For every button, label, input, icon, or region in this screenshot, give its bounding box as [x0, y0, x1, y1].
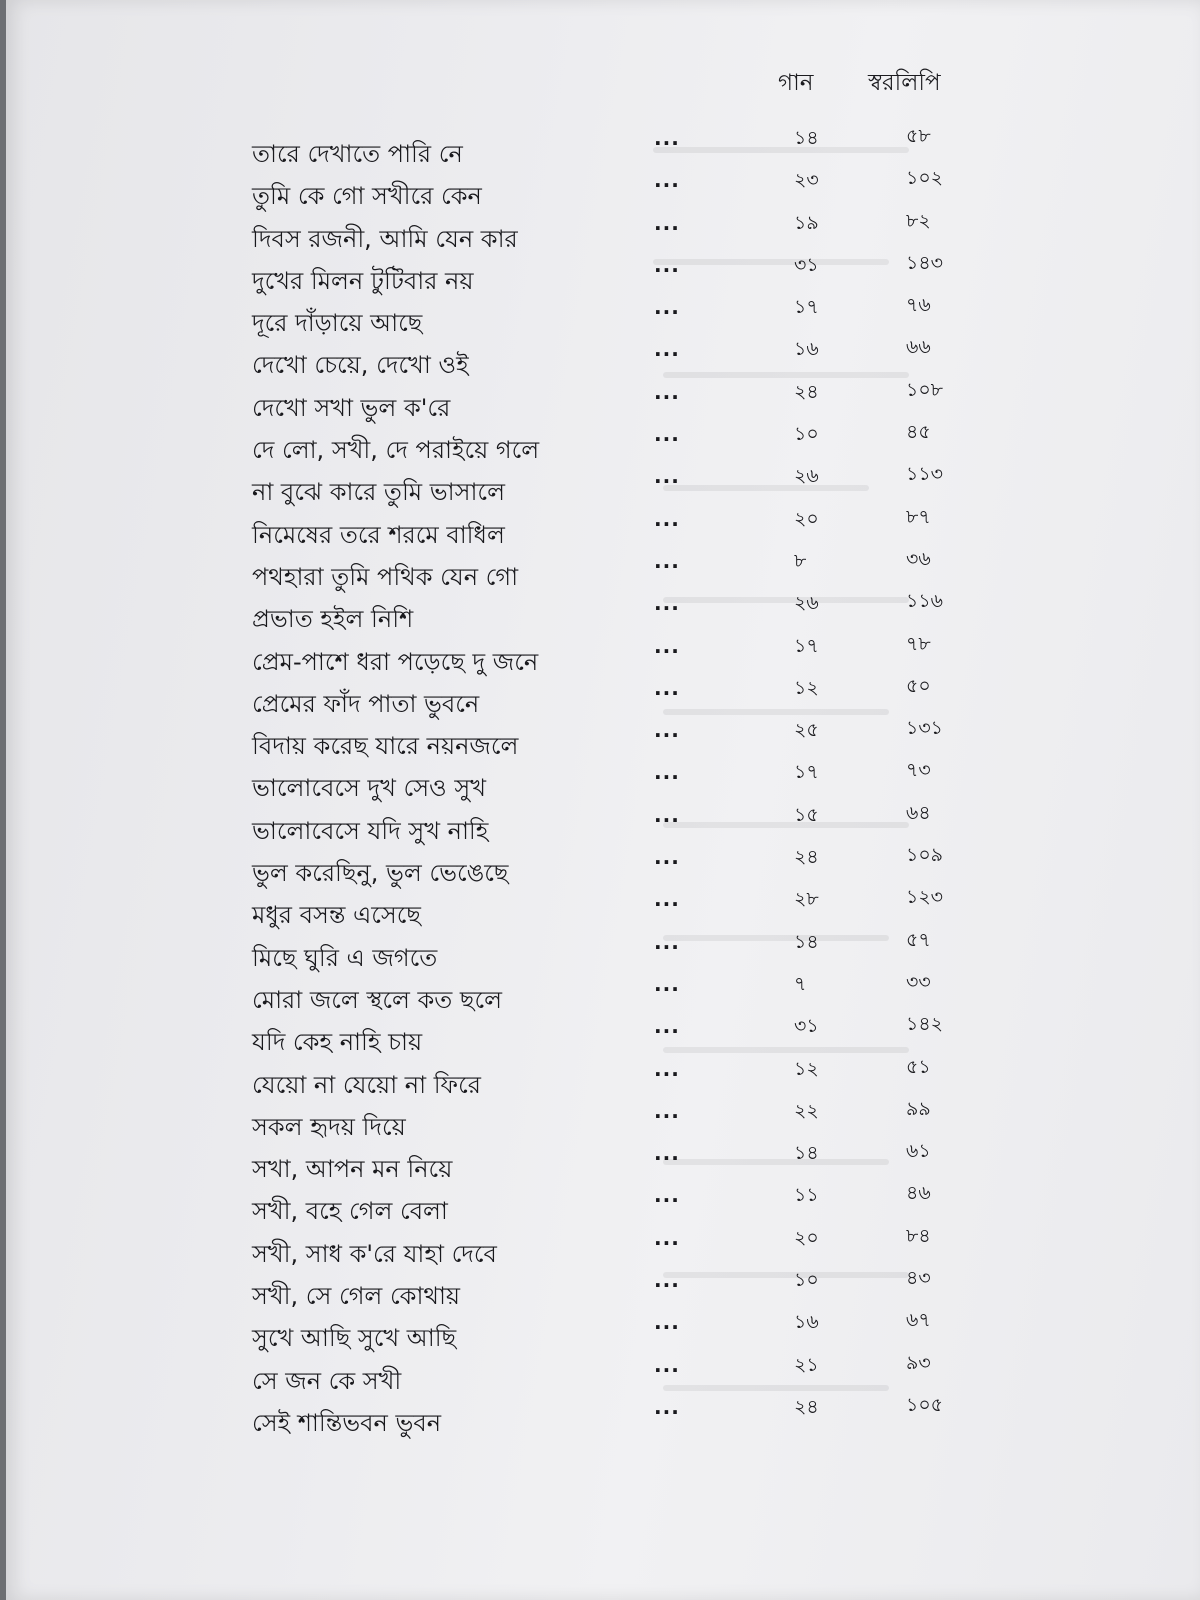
song-title: ভুল করেছিনু, ভুল ভেঙেছে [252, 859, 509, 888]
song-title: ভালোবেসে দুখ সেও সুখ [252, 774, 486, 803]
dot-leader: ... [654, 1014, 680, 1039]
song-page-number: ১৭ [794, 634, 819, 657]
song-title: নিমেষের তরে শরমে বাধিল [252, 520, 505, 549]
notation-page-number: ৬৬ [906, 336, 931, 359]
dot-leader: ... [654, 506, 680, 531]
dot-leader: ... [654, 1352, 680, 1377]
dot-leader: ... [654, 295, 680, 320]
song-title: দিবস রজনী, আমি যেন কার [252, 224, 518, 253]
song-title: প্রেম-পাশে ধরা পড়েছে দু জনে [252, 647, 539, 676]
song-title: প্রভাত হইল নিশি [252, 605, 414, 634]
dot-leader: ... [654, 1268, 680, 1293]
song-page-number: ১০ [794, 423, 819, 446]
song-page-number: ২৪ [794, 380, 819, 403]
notation-page-number: ৮৭ [906, 505, 931, 528]
notation-page-number: ৬৭ [906, 1309, 931, 1332]
song-page-number: ৩১ [794, 1015, 819, 1038]
song-page-number: ১২ [794, 1057, 819, 1080]
notation-page-number: ১২৩ [906, 886, 944, 909]
table-of-contents [6, 120, 1200, 1437]
dot-leader: ... [654, 760, 680, 785]
notation-page-number: ৯৯ [906, 1097, 931, 1120]
toc-row [6, 374, 1200, 422]
song-page-number: ২৬ [794, 592, 819, 615]
notation-page-number: ৬৪ [906, 801, 931, 824]
song-page-number: ২৬ [794, 465, 819, 488]
toc-row [6, 458, 1200, 507]
dot-leader: ... [654, 1056, 680, 1081]
song-page-number: ৭ [794, 972, 807, 995]
notation-page-number: ১০২ [906, 167, 944, 190]
notation-page-number: ১০৯ [906, 844, 944, 867]
notation-page-number: ৫৭ [906, 928, 931, 951]
toc-row [6, 881, 1200, 930]
song-title: সেই শান্তিভবন ভুবন [252, 1408, 442, 1437]
toc-row [6, 754, 1200, 803]
song-title: সখা, আপন মন নিয়ে [252, 1155, 453, 1184]
song-page-number: ১২ [794, 676, 819, 699]
song-title: তারে দেখাতে পারি নে [252, 140, 463, 168]
song-page-number: ১৭ [794, 761, 819, 784]
toc-row [6, 162, 1200, 211]
song-page-number: ৩১ [794, 253, 819, 276]
song-title: সখী, সাধ ক'রে যাহা দেবে [252, 1239, 497, 1268]
notation-page-number: ৬১ [906, 1140, 931, 1163]
toc-row [6, 1008, 1200, 1057]
song-page-number: ২০ [794, 1226, 819, 1249]
song-page-number: ১১ [794, 1184, 819, 1207]
dot-leader: ... [654, 591, 680, 616]
dot-leader: ... [654, 971, 680, 996]
dot-leader: ... [654, 1394, 680, 1419]
notation-page-number: ৪৬ [906, 1182, 931, 1205]
notation-page-number: ৯৩ [906, 1351, 931, 1374]
song-page-number: ১৪ [794, 1142, 819, 1165]
toc-row [6, 1051, 1200, 1099]
toc-row [6, 1389, 1200, 1437]
toc-row [6, 924, 1200, 972]
song-page-number: ২০ [794, 507, 819, 530]
notation-page-number: ৮৪ [906, 1224, 931, 1247]
song-title: না বুঝে কারে তুমি ভাসালে [252, 478, 505, 507]
toc-row [6, 966, 1200, 1014]
dot-leader: ... [654, 168, 680, 193]
notation-page-number: ১১৬ [906, 590, 944, 613]
dot-leader: ... [654, 1141, 680, 1166]
toc-row [6, 839, 1200, 888]
dot-leader: ... [654, 464, 680, 489]
toc-row [6, 585, 1200, 634]
notation-page-number: ৫৮ [906, 125, 931, 147]
notation-page-number: ৮২ [906, 209, 931, 232]
notation-page-number: ১০৮ [906, 378, 944, 401]
song-page-number: ৮ [794, 549, 807, 572]
song-title: সখী, বহে গেল বেলা [252, 1197, 448, 1226]
notation-page-column-label: স্বরলিপি [868, 70, 941, 96]
song-title: যেয়ো না যেয়ো না ফিরে [252, 1070, 481, 1099]
dot-leader: ... [654, 802, 680, 827]
dot-leader: ... [654, 252, 680, 277]
toc-row [6, 628, 1200, 676]
notation-page-number: ৩৩ [906, 970, 931, 993]
song-title: দেখো সখা ভুল ক'রে [252, 393, 451, 422]
toc-row [6, 712, 1200, 761]
notation-page-number: ১৪৩ [906, 251, 944, 274]
song-page-number: ১৭ [794, 296, 819, 319]
song-page-number: ১৬ [794, 1311, 819, 1334]
toc-row [6, 1093, 1200, 1141]
song-title: দূরে দাঁড়ায়ে আছে [252, 309, 423, 338]
dot-leader: ... [654, 422, 680, 447]
song-title: ভালোবেসে যদি সুখ নাহি [252, 816, 489, 845]
toc-row [6, 501, 1200, 549]
dot-leader: ... [654, 929, 680, 954]
song-page-number: ১৬ [794, 338, 819, 361]
notation-page-number: ৩৬ [906, 547, 931, 570]
dot-leader: ... [654, 1310, 680, 1335]
song-page-number: ১৪ [794, 930, 819, 953]
toc-row [6, 1135, 1200, 1184]
song-page-number: ২২ [794, 1099, 819, 1122]
song-page-number: ১৪ [794, 127, 819, 149]
dot-leader: ... [654, 845, 680, 870]
song-title: পথহারা তুমি পথিক যেন গো [252, 562, 519, 591]
song-page-number: ১৫ [794, 803, 819, 826]
notation-page-number: ১৩১ [906, 717, 944, 740]
song-title: বিদায় করেছ যারে নয়নজলে [252, 732, 519, 761]
song-title: মোরা জলে স্থলে কত ছলে [252, 985, 502, 1014]
notation-page-number: ৭৮ [906, 632, 931, 655]
notation-page-number: ৪৫ [906, 421, 931, 444]
toc-row [6, 331, 1200, 380]
toc-row [6, 1304, 1200, 1353]
toc-row [6, 205, 1200, 253]
notation-page-number: ৪৩ [906, 1267, 931, 1290]
song-page-number: ২৮ [794, 888, 819, 911]
dot-leader: ... [654, 675, 680, 700]
toc-row [6, 670, 1200, 718]
song-title: সুখে আছি সুখে আছি [252, 1324, 457, 1353]
song-page-number: ২৫ [794, 719, 819, 742]
song-page-number: ১৯ [794, 211, 819, 234]
notation-page-number: ১১৩ [906, 463, 944, 486]
toc-row [6, 247, 1200, 295]
dot-leader: ... [654, 1183, 680, 1208]
song-title: তুমি কে গো সখীরে কেন [252, 182, 482, 211]
toc-row [6, 1177, 1200, 1226]
dot-leader: ... [654, 1098, 680, 1123]
toc-row [6, 1262, 1200, 1311]
song-page-number: ২১ [794, 1353, 819, 1376]
song-page-number: ২৪ [794, 846, 819, 869]
notation-page-number: ১০৫ [906, 1393, 944, 1416]
song-title: দেখো চেয়ে, দেখো ওই [252, 351, 469, 380]
song-title: দুখের মিলন টুটিবার নয় [252, 266, 474, 295]
dot-leader: ... [654, 548, 680, 573]
toc-row [6, 1220, 1200, 1268]
song-page-number: ১০ [794, 1269, 819, 1292]
song-title: মধুর বসন্ত এসেছে [252, 901, 421, 930]
toc-row [6, 543, 1200, 591]
notation-page-number: ১৪২ [906, 1013, 944, 1036]
book-page [6, 0, 1200, 1600]
song-title: যদি কেহ নাহি চায় [252, 1028, 423, 1057]
dot-leader: ... [654, 379, 680, 404]
dot-leader: ... [654, 210, 680, 235]
column-header [6, 64, 1200, 104]
notation-page-number: ৭৩ [906, 759, 931, 782]
dot-leader: ... [654, 718, 680, 743]
dot-leader: ... [654, 887, 680, 912]
song-page-number: ২৪ [794, 1395, 819, 1418]
notation-page-number: ৭৬ [906, 294, 931, 317]
notation-page-number: ৫১ [906, 1055, 931, 1078]
notation-page-number: ৫০ [906, 674, 931, 697]
song-title: প্রেমের ফাঁদ পাতা ভুবনে [252, 689, 480, 718]
song-title: সখী, সে গেল কোথায় [252, 1282, 461, 1311]
song-page-number: ২৩ [794, 169, 819, 192]
dot-leader: ... [654, 337, 680, 362]
song-page-column-label: গান [778, 70, 814, 96]
toc-row [6, 1347, 1200, 1395]
dot-leader: ... [654, 126, 680, 150]
song-title: সকল হৃদয় দিয়ে [252, 1112, 406, 1141]
toc-row [6, 120, 1200, 168]
toc-row [6, 416, 1200, 465]
toc-row [6, 797, 1200, 845]
toc-row [6, 289, 1200, 338]
song-title: দে লো, সখী, দে পরাইয়ে গলে [252, 436, 540, 465]
song-title: সে জন কে সখী [252, 1366, 402, 1395]
dot-leader: ... [654, 633, 680, 658]
song-title: মিছে ঘুরি এ জগতে [252, 943, 438, 972]
dot-leader: ... [654, 1225, 680, 1250]
